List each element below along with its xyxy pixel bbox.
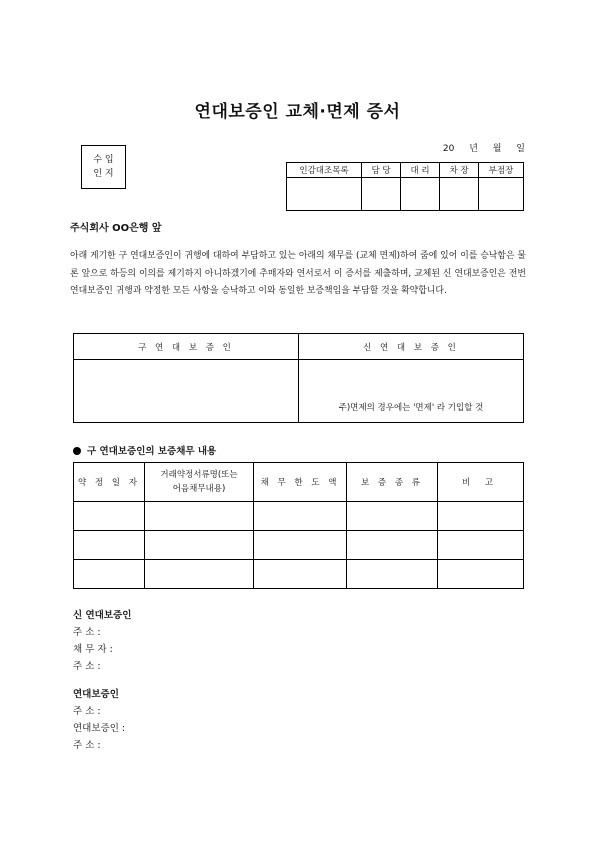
table-cell[interactable] [438,502,524,531]
table-cell[interactable] [438,531,524,560]
table-cell[interactable] [347,560,438,589]
table-cell[interactable] [74,531,145,560]
table-cell[interactable] [254,502,347,531]
document-title: 연대보증인 교체·면제 증서 [194,102,401,122]
date-line: 20 년 월 일 [442,144,525,154]
guarantor-address: 주 소 : [73,706,101,717]
body-paragraph: 아래 게기한 구 연대보증인이 귀행에 대하여 부담하고 있는 아래의 채무를 (교체 면제)하여 줌에 있어 이를 승낙함은 물론 앞으로 하등의 이의를 제기하지 아니하겠기에 추매자와 연서로서 이 증서를 제출하며, 교체된 신 연대보증인은 전번 연대보증인 귀행과 약정한 모든 사항을 승낙하고 이와 동일한 보증책임을 부담할 것을 확약합니다. [70,251,526,296]
approval-cell-seal-check[interactable] [287,178,362,211]
table-cell[interactable] [74,502,145,531]
old-guarantor-header: 구 연 대 보 증 인 [74,334,299,360]
debt-section-title-text: 구 연대보증인의 보증채무 내용 [87,446,217,457]
new-guarantor-header: 신 연 대 보 증 인 [299,334,524,360]
approval-cell-assistant-manager[interactable] [401,178,440,211]
addressee: 주식회사 OO은행 앞 [70,223,162,234]
guarantor-block [73,686,125,754]
table-cell[interactable] [347,502,438,531]
old-guarantor-cell[interactable] [74,360,299,423]
debt-header-document: 거래약정서류명(또는 어음채무내용) [145,463,254,502]
approval-header-staff: 담 당 [362,163,401,178]
debt-header-remarks: 비 고 [438,463,524,502]
approval-header-seal-check: 인감대조목록 [287,163,362,178]
exemption-note: 주)면제의 경우에는 '면제' 라 기입할 것 [338,403,484,413]
approval-cell-deputy-manager[interactable] [440,178,479,211]
approval-cell-branch-manager[interactable] [479,178,524,211]
new-guarantor-address-2: 주 소 : [73,661,101,672]
table-cell[interactable] [74,560,145,589]
debt-header-limit: 채 무 한 도 액 [254,463,347,502]
table-row [74,531,524,560]
table-cell[interactable] [438,560,524,589]
new-guarantor-cell[interactable] [299,360,524,423]
approval-cell-staff[interactable] [362,178,401,211]
guarantor-heading: 연대보증인 [73,689,119,700]
table-cell[interactable] [254,531,347,560]
table-cell[interactable] [145,531,254,560]
table-cell[interactable] [145,560,254,589]
table-cell[interactable] [254,560,347,589]
debt-header-date: 약 정 일 자 [74,463,145,502]
table-row [74,560,524,589]
debt-section-title [73,443,216,457]
new-guarantor-heading: 신 연대보증인 [73,610,132,621]
guarantor-name: 연대보증인 : [73,723,126,734]
debt-header-guarantee-type: 보 증 종 류 [347,463,438,502]
new-guarantor-debtor: 채 무 자 : [73,644,113,655]
guarantor-table [73,333,524,423]
table-cell[interactable] [347,531,438,560]
table-row [74,502,524,531]
bullet-icon [73,447,81,455]
stamp-label-line2: 인 지 [93,169,114,179]
debt-table [73,462,524,589]
approval-table [286,162,524,211]
guarantor-address-2: 주 소 : [73,740,101,751]
approval-header-branch-manager: 부점장 [479,163,524,178]
approval-header-assistant-manager: 대 리 [401,163,440,178]
approval-header-deputy-manager: 차 장 [440,163,479,178]
new-guarantor-block [73,607,131,675]
revenue-stamp-box [81,145,126,189]
new-guarantor-address: 주 소 : [73,627,101,638]
table-cell[interactable] [145,502,254,531]
stamp-label-line1: 수 입 [93,155,114,165]
